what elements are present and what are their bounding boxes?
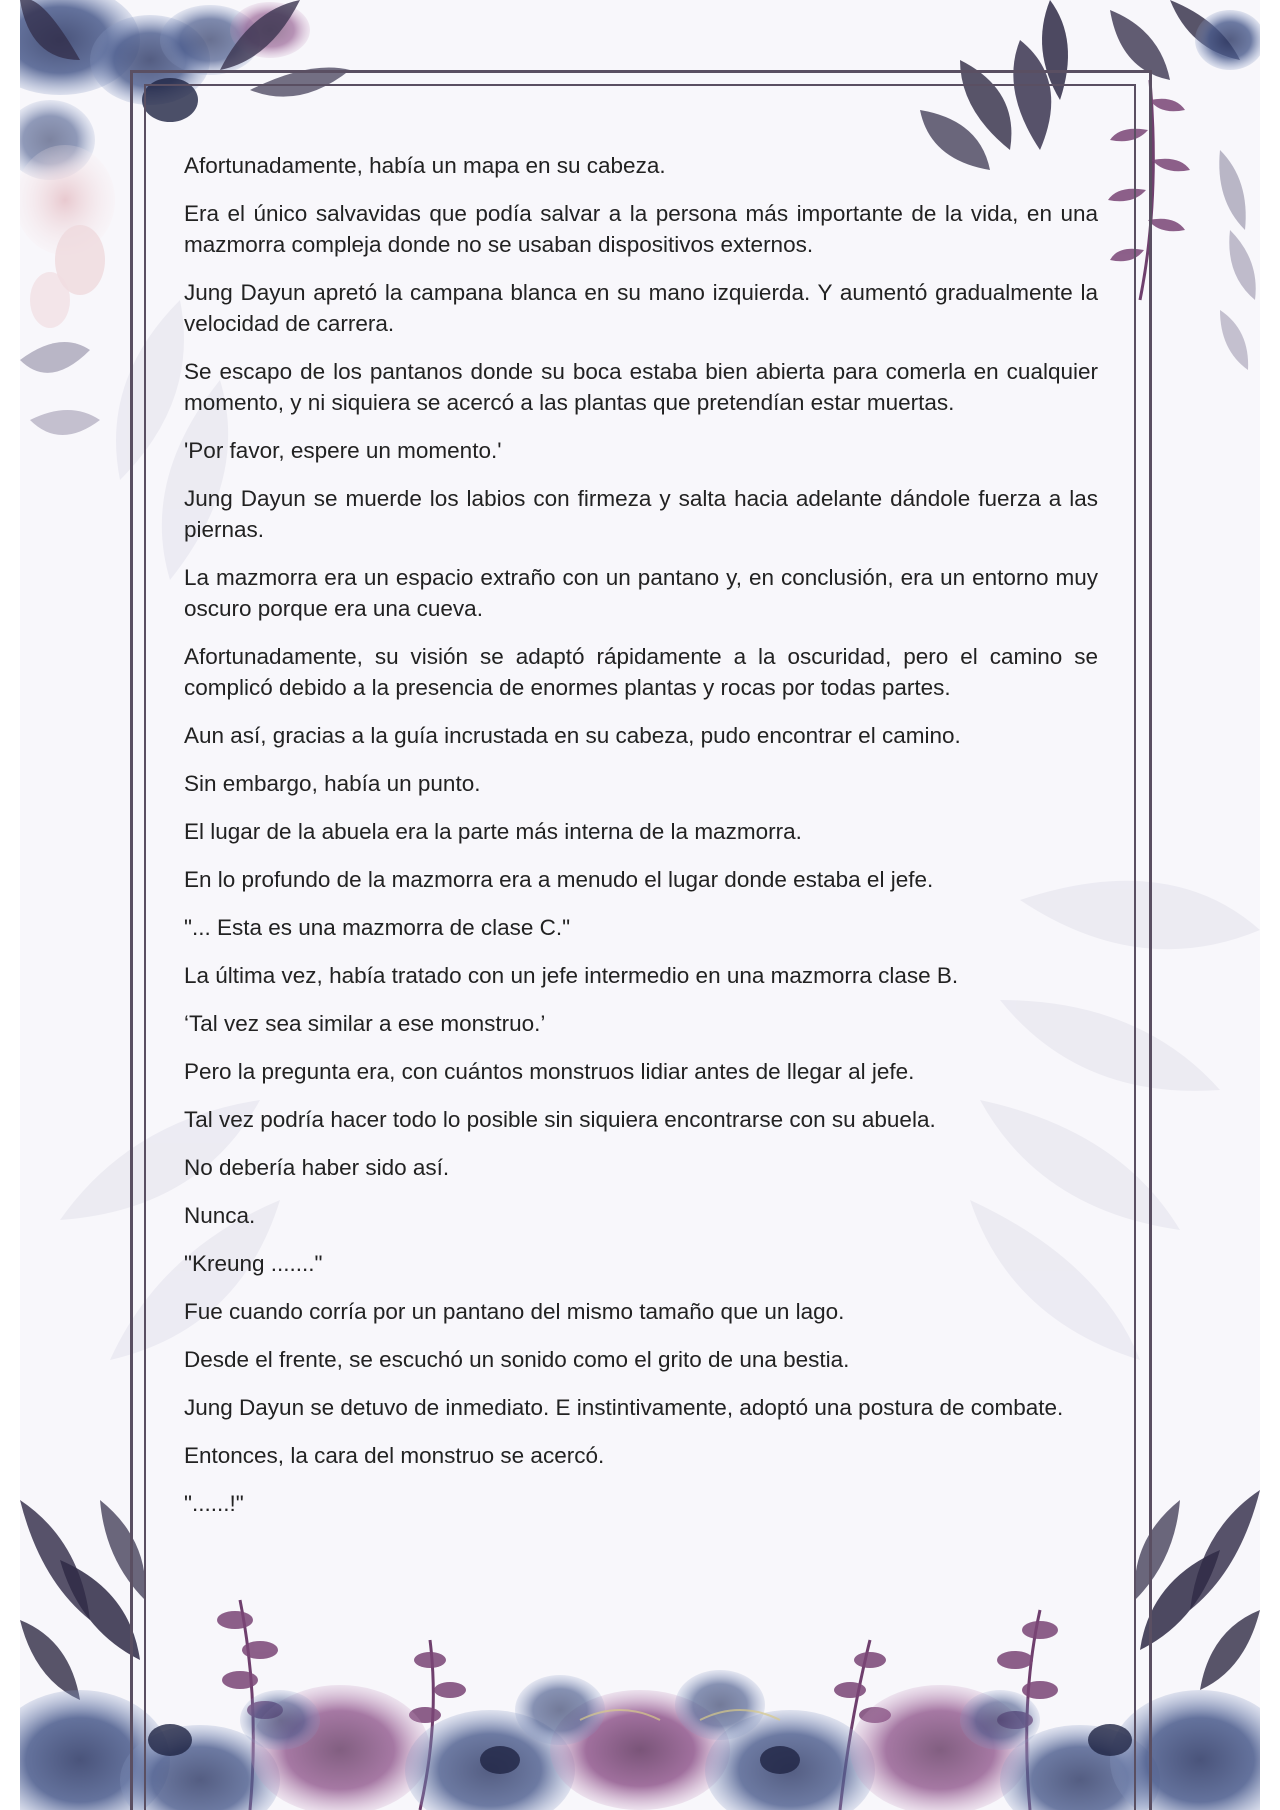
paragraph: Aun así, gracias a la guía incrustada en su cabeza, pudo encontrar el camino. <box>184 723 961 748</box>
paragraph: La mazmorra era un espacio extraño con un pantano y, en conclusión, era un entorno muy oscuro porque era una cueva. <box>184 565 1098 621</box>
document-page <box>20 0 1260 1810</box>
paragraph: Pero la pregunta era, con cuántos monstruos lidiar antes de llegar al jefe. <box>184 1059 915 1084</box>
paragraph: Tal vez podría hacer todo lo posible sin siquiera encontrarse con su abuela. <box>184 1107 936 1132</box>
paragraph: Se escapo de los pantanos donde su boca estaba bien abierta para comerla en cualquier momento, y ni siquiera se acercó a las plantas que pretendían estar muertas. <box>184 359 1098 415</box>
paragraph: La última vez, había tratado con un jefe intermedio en una mazmorra clase B. <box>184 963 959 988</box>
paragraph: Sin embargo, había un punto. <box>184 771 481 796</box>
story-text <box>184 150 1098 1536</box>
paragraph: Jung Dayun apretó la campana blanca en su mano izquierda. Y aumentó gradualmente la velocidad de carrera. <box>184 280 1098 336</box>
paragraph: Era el único salvavidas que podía salvar a la persona más importante de la vida, en una mazmorra compleja donde no se usaban dispositivos externos. <box>184 201 1098 257</box>
paragraph: "......!" <box>184 1491 244 1516</box>
paragraph: Jung Dayun se muerde los labios con firmeza y salta hacia adelante dándole fuerza a las piernas. <box>184 486 1098 542</box>
paragraph: Afortunadamente, había un mapa en su cabeza. <box>184 153 666 178</box>
paragraph: "Kreung ......." <box>184 1251 323 1276</box>
paragraph: "... Esta es una mazmorra de clase C." <box>184 915 571 940</box>
paragraph: Desde el frente, se escuchó un sonido como el grito de una bestia. <box>184 1347 850 1372</box>
paragraph: Entonces, la cara del monstruo se acercó. <box>184 1443 605 1468</box>
paragraph: En lo profundo de la mazmorra era a menudo el lugar donde estaba el jefe. <box>184 867 934 892</box>
paragraph: El lugar de la abuela era la parte más interna de la mazmorra. <box>184 819 802 844</box>
paragraph: Fue cuando corría por un pantano del mismo tamaño que un lago. <box>184 1299 845 1324</box>
paragraph: Afortunadamente, su visión se adaptó rápidamente a la oscuridad, pero el camino se complicó debido a la presencia de enormes plantas y rocas por todas partes. <box>184 644 1098 700</box>
paragraph: 'Por favor, espere un momento.' <box>184 438 502 463</box>
paragraph: ‘Tal vez sea similar a ese monstruo.’ <box>184 1011 546 1036</box>
paragraph: Nunca. <box>184 1203 256 1228</box>
paragraph: Jung Dayun se detuvo de inmediato. E instintivamente, adoptó una postura de combate. <box>184 1395 1064 1420</box>
paragraph: No debería haber sido así. <box>184 1155 450 1180</box>
